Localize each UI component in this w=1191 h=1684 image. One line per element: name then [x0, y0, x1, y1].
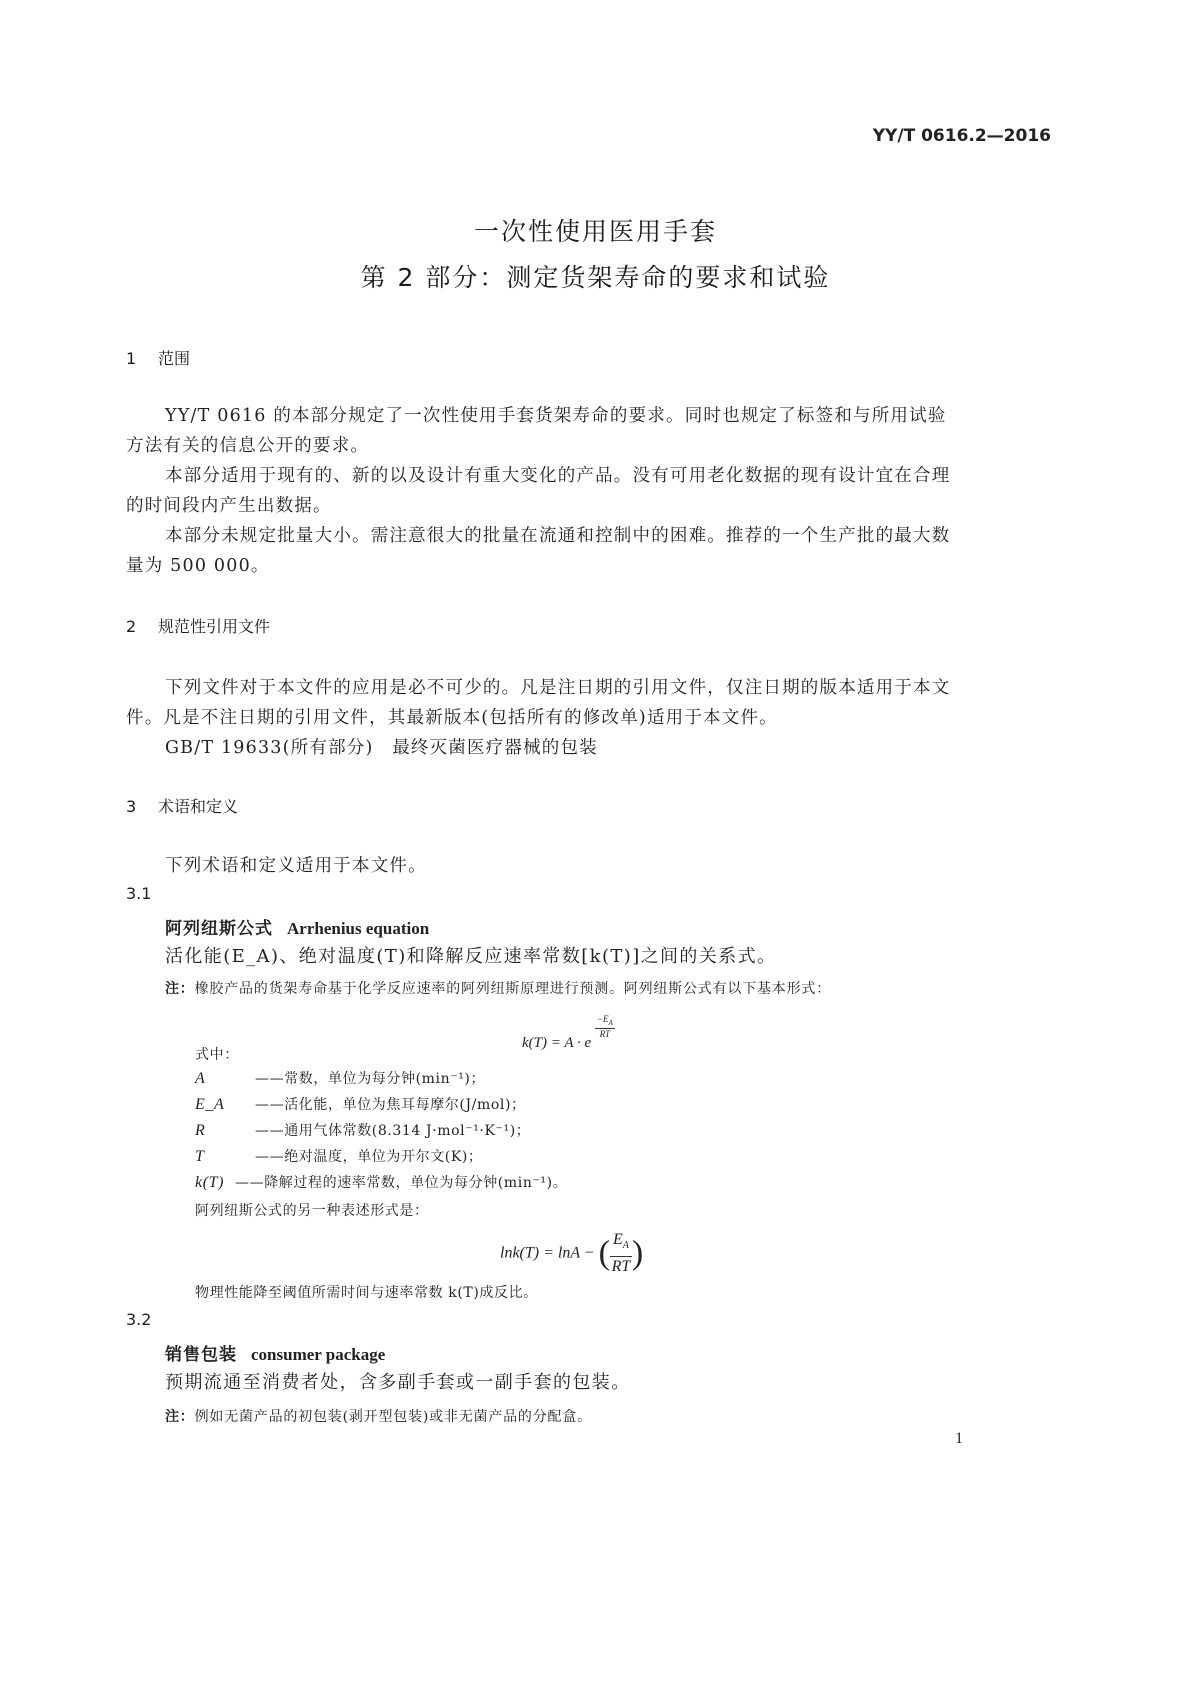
term-name-en: consumer package: [251, 1345, 386, 1364]
term-note: [165, 1406, 592, 1426]
paragraph-line: 本部分适用于现有的、新的以及设计有重大变化的产品。没有可用老化数据的现有设计宜在合理: [165, 466, 951, 486]
variable-symbol: E_A: [195, 1096, 225, 1113]
paragraph-line: 本部分未规定批量大小。需注意很大的批量在流通和控制中的困难。推荐的一个生产批的最大数: [165, 526, 951, 546]
note-label: 注：: [165, 1409, 195, 1425]
variable-row: [195, 1094, 526, 1114]
page-number: 1: [955, 1430, 963, 1447]
fraction-numerator: E: [612, 1231, 623, 1248]
paragraph-line: 方法有关的信息公开的要求。: [126, 436, 370, 456]
paragraph-line: 量为 500 000。: [126, 556, 270, 576]
paragraph-line: 件。凡是不注日期的引用文件，其最新版本(包括所有的修改单)适用于本文件。: [126, 708, 778, 728]
paragraph-line: YY/T 0616 的本部分规定了一次性使用手套货架寿命的要求。同时也规定了标签和与所用试验: [165, 406, 947, 426]
section-number: 1: [126, 349, 137, 368]
term-name-zh: 销售包装: [165, 1345, 237, 1365]
standard-number: YY/T 0616.2—2016: [872, 126, 1051, 146]
formula-exponent: [595, 1014, 615, 1039]
term-number: 3.1: [126, 884, 152, 903]
variable-description: ——活化能，单位为焦耳每摩尔(J/mol)；: [255, 1097, 526, 1113]
right-paren-symbol: ): [631, 1234, 644, 1272]
variable-symbol: R: [195, 1122, 206, 1139]
exponent-denominator: RT: [599, 1028, 611, 1039]
note-text: 橡胶产品的货架寿命基于化学反应速率的阿列纽斯原理进行预测。阿列纽斯公式有以下基本形式：: [194, 981, 832, 997]
conclusion: 物理性能降至阈值所需时间与速率常数 k(T)成反比。: [195, 1285, 538, 1301]
term-note: [165, 978, 831, 998]
term-number: 3.2: [126, 1310, 152, 1329]
term-definition: 预期流通至消费者处，含多副手套或一副手套的包装。: [165, 1372, 631, 1393]
variable-description: ——常数，单位为每分钟(min⁻¹)；: [255, 1071, 486, 1087]
document-title-line2: 第 2 部分：测定货架寿命的要求和试验: [360, 263, 831, 292]
paragraph-line: 下列文件对于本文件的应用是必不可少的。凡是注日期的引用文件，仅注日期的版本适用于本文: [165, 678, 951, 698]
section-3-heading: [126, 794, 238, 817]
section-title: 术语和定义: [158, 797, 239, 816]
variable-row: [195, 1146, 483, 1166]
section-1-heading: [126, 346, 190, 369]
term-heading: [165, 1340, 385, 1365]
section-number: 3: [126, 797, 137, 816]
arrhenius-formula: [522, 1014, 615, 1052]
section-number: 2: [126, 617, 137, 636]
variable-description: ——降解过程的速率常数，单位为每分钟(min⁻¹)。: [235, 1175, 568, 1191]
numerator-subscript: A: [622, 1240, 629, 1252]
exponent-numerator: −E: [596, 1014, 609, 1024]
section-2-heading: [126, 614, 270, 637]
section-title: 规范性引用文件: [158, 617, 271, 636]
arrhenius-log-formula: [500, 1230, 643, 1277]
paragraph-line: 的时间段内产生出数据。: [126, 496, 332, 516]
term-name-zh: 阿列纽斯公式: [165, 919, 273, 939]
variable-row: [195, 1068, 485, 1088]
left-paren-symbol: (: [598, 1234, 610, 1272]
alt-form-label: 阿列纽斯公式的另一种表述形式是：: [195, 1203, 429, 1219]
term-heading: [165, 914, 429, 939]
where-label: 式中：: [195, 1047, 239, 1063]
variable-symbol: k(T): [195, 1174, 225, 1191]
variable-description: ——绝对温度，单位为开尔文(K)；: [255, 1149, 483, 1165]
note-text: 例如无菌产品的初包装(剥开型包装)或非无菌产品的分配盒。: [194, 1409, 592, 1425]
exponent-subscript: A: [608, 1018, 613, 1027]
term-name-en: Arrhenius equation: [287, 919, 430, 938]
document-title-line1: 一次性使用医用手套: [473, 217, 717, 246]
formula-lhs: k(T) = A · e: [522, 1034, 592, 1051]
variable-description: ——通用气体常数(8.314 J·mol⁻¹·K⁻¹)；: [255, 1123, 531, 1139]
paragraph-line: 下列术语和定义适用于本文件。: [165, 856, 427, 876]
fraction-denominator: RT: [611, 1258, 631, 1276]
section-title: 范围: [158, 349, 191, 368]
variable-row: [195, 1172, 567, 1192]
term-definition: 活化能(E_A)、绝对温度(T)和降解反应速率常数[k(T)]之间的关系式。: [165, 946, 777, 967]
formula-lhs: lnk(T) = lnA −: [500, 1244, 595, 1262]
formula-fraction: [610, 1230, 632, 1277]
variable-symbol: T: [195, 1148, 205, 1165]
variable-row: [195, 1120, 530, 1140]
variable-symbol: A: [195, 1070, 206, 1087]
normative-reference: GB/T 19633(所有部分) 最终灭菌医疗器械的包装: [165, 738, 598, 758]
note-label: 注：: [165, 981, 195, 997]
